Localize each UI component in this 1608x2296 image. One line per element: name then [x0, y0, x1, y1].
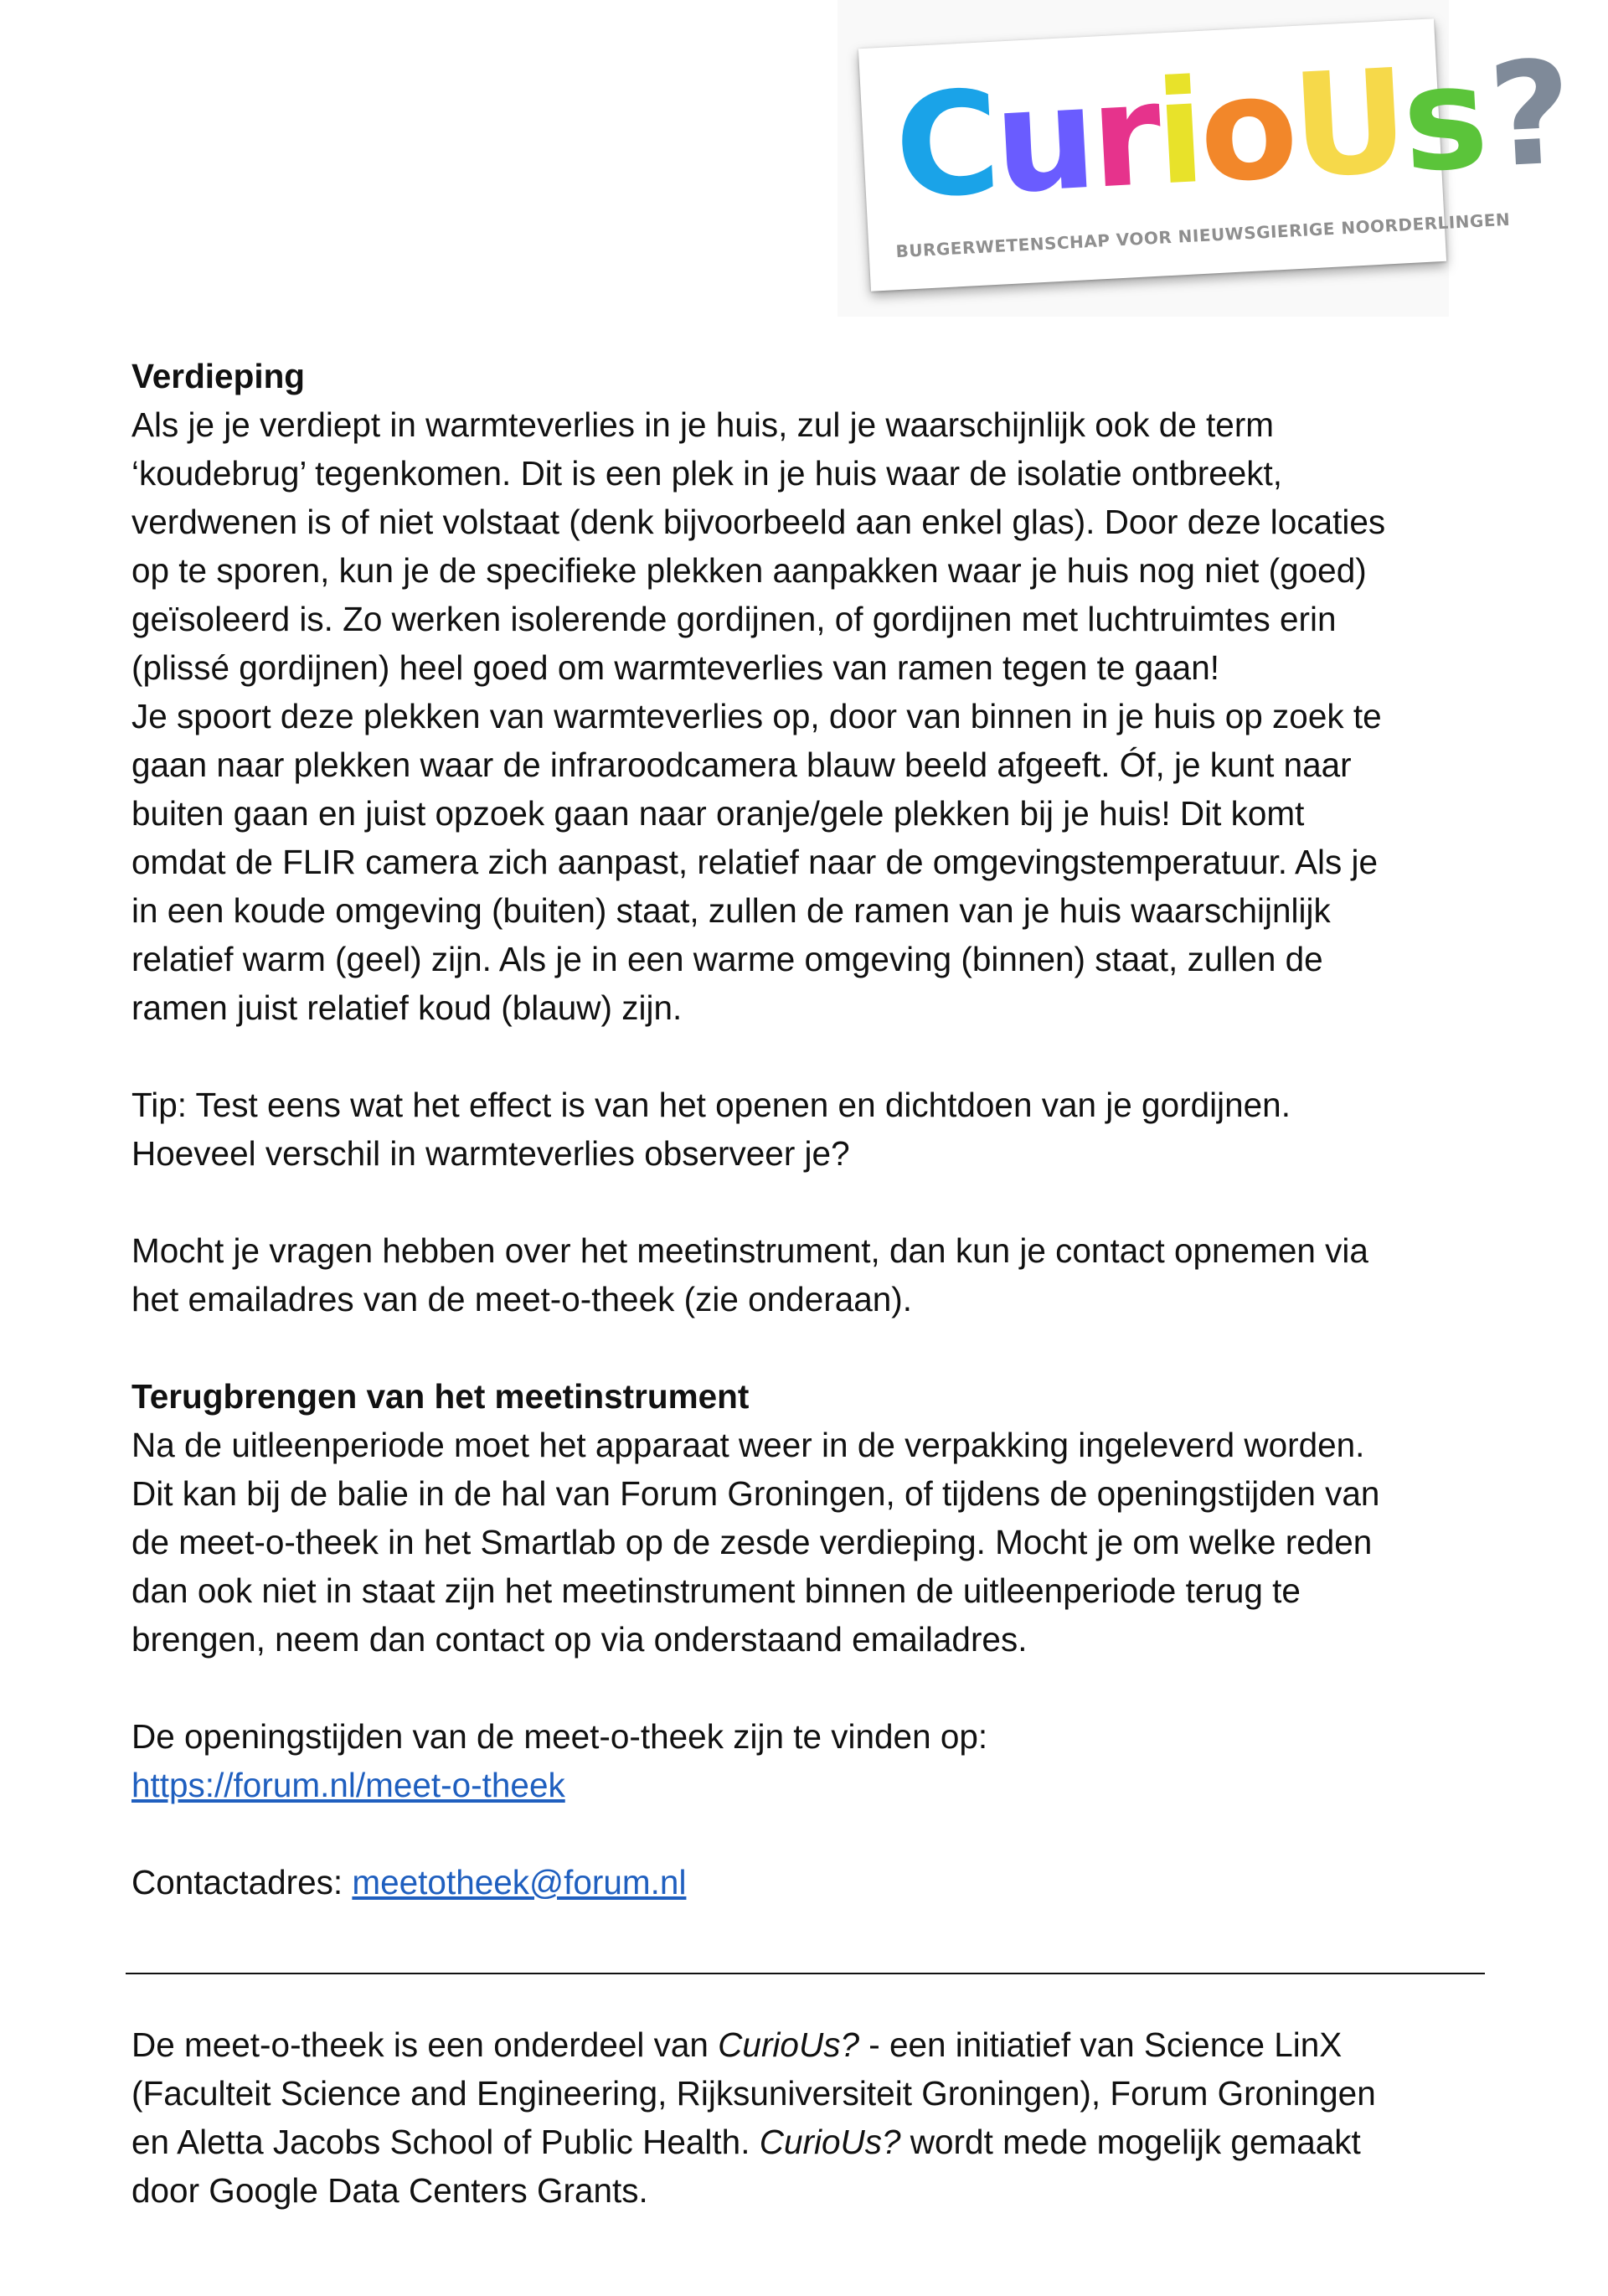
- text-line: de meet-o-theek in het Smartlab op de zesde verdieping. Mocht je om welke reden: [131, 1523, 1373, 1561]
- text-line: Hoeveel verschil in warmteverlies observeer je?: [131, 1134, 850, 1173]
- text-line: op te sporen, kun je de specifieke plekken aanpakken waar je huis nog niet (goed): [131, 551, 1367, 590]
- footer-line: door Google Data Centers Grants.: [131, 2171, 648, 2210]
- text-line: Mocht je vragen hebben over het meetinstrument, dan kun je contact opnemen via: [131, 1231, 1368, 1270]
- text-line: Tip: Test eens wat het effect is van het openen en dichtdoen van je gordijnen.: [131, 1086, 1291, 1124]
- spacer: [131, 1178, 1488, 1226]
- text-line: verdwenen is of niet volstaat (denk bijvoorbeeld aan enkel glas). Door deze locaties: [131, 503, 1386, 541]
- spacer: [131, 1032, 1488, 1081]
- opening-hours-line: [131, 1761, 1488, 1809]
- footer-text: - een initiatief van Science LinX: [858, 2025, 1343, 2064]
- footer-brand: CurioUs?: [759, 2123, 901, 2161]
- footer-line: [131, 2020, 1488, 2069]
- footer-text: De meet-o-theek is een onderdeel van: [131, 2025, 719, 2064]
- section-heading-verdieping: Verdieping: [131, 357, 306, 395]
- paragraph-terugbrengen: [131, 1421, 1488, 1664]
- contact-email-link[interactable]: meetotheek@forum.nl: [352, 1863, 687, 1901]
- text-line: in een koude omgeving (buiten) staat, zullen de ramen van je huis waarschijnlijk: [131, 891, 1331, 930]
- paragraph-verdieping: [131, 400, 1488, 1032]
- contact-line: [131, 1858, 1488, 1906]
- text-line: relatief warm (geel) zijn. Als je in een warme omgeving (binnen) staat, zullen de: [131, 940, 1323, 978]
- footer-brand: CurioUs?: [718, 2025, 859, 2064]
- opening-hours-link[interactable]: https://forum.nl/meet-o-theek: [131, 1766, 565, 1804]
- contact-label: Contactadres:: [131, 1863, 353, 1901]
- text-line: ‘koudebrug’ tegenkomen. Dit is een plek in je huis waar de isolatie ontbreekt,: [131, 454, 1283, 493]
- opening-hours-text: De openingstijden van de meet-o-theek zijn te vinden op:: [131, 1717, 988, 1756]
- text-line: Je spoort deze plekken van warmteverlies op, door van binnen in je huis op zoek te: [131, 697, 1382, 735]
- spacer: [131, 1809, 1488, 1858]
- text-line: (plissé gordijnen) heel goed om warmteverlies van ramen tegen te gaan!: [131, 648, 1219, 687]
- text-line: ramen juist relatief koud (blauw) zijn.: [131, 988, 683, 1027]
- logo-letter: ?: [1484, 30, 1571, 200]
- logo-tagline: BURGERWETENSCHAP VOOR NIEUWSGIERIGE NOORDERLINGEN: [894, 209, 1511, 262]
- logo-letter: i: [1152, 49, 1204, 218]
- paragraph-questions: [131, 1226, 1488, 1323]
- text-line: geïsoleerd is. Zo werken isolerende gordijnen, of gordijnen met luchtruimtes erin: [131, 600, 1337, 638]
- text-line: Als je je verdiept in warmteverlies in je huis, zul je waarschijnlijk ook de term: [131, 405, 1275, 444]
- footer-text: en Aletta Jacobs School of Public Health.: [131, 2123, 760, 2161]
- section-heading-terugbrengen: Terugbrengen van het meetinstrument: [131, 1377, 750, 1416]
- footer: [131, 2020, 1488, 2215]
- text-line: het emailadres van de meet-o-theek (zie onderaan).: [131, 1280, 913, 1318]
- footer-divider: [126, 1973, 1485, 1974]
- spacer: [131, 1323, 1488, 1372]
- logo-letter: U: [1288, 39, 1408, 211]
- text-line: brengen, neem dan contact op via onderstaand emailadres.: [131, 1620, 1028, 1659]
- logo-letter: o: [1195, 44, 1297, 215]
- footer-text: wordt mede mogelijk gemaakt: [900, 2123, 1361, 2161]
- paragraph-tip: [131, 1081, 1488, 1178]
- footer-line: [131, 2118, 1488, 2166]
- logo-wordmark: [890, 30, 1571, 231]
- text-line: dan ook niet in staat zijn het meetinstrument binnen de uitleenperiode terug te: [131, 1571, 1301, 1610]
- logo-letter: C: [890, 59, 999, 231]
- logo-letter: r: [1086, 51, 1161, 221]
- text-line: buiten gaan en juist opzoek gaan naar oranje/gele plekken bij je huis! Dit komt: [131, 794, 1305, 833]
- spacer: [131, 1664, 1488, 1712]
- logo-letter: s: [1398, 34, 1487, 205]
- curious-logo: [858, 18, 1571, 292]
- text-line: gaan naar plekken waar de infraroodcamera blauw beeld afgeeft. Óf, je kunt naar: [131, 746, 1352, 784]
- main-content: [131, 352, 1488, 1906]
- footer-line: (Faculteit Science and Engineering, Rijksuniversiteit Groningen), Forum Groningen: [131, 2074, 1376, 2113]
- logo-letter: u: [990, 54, 1095, 226]
- text-line: Na de uitleenperiode moet het apparaat weer in de verpakking ingeleverd worden.: [131, 1426, 1365, 1464]
- text-line: omdat de FLIR camera zich aanpast, relatief naar de omgevingstemperatuur. Als je: [131, 843, 1379, 881]
- text-line: Dit kan bij de balie in de hal van Forum Groningen, of tijdens de openingstijden van: [131, 1474, 1380, 1513]
